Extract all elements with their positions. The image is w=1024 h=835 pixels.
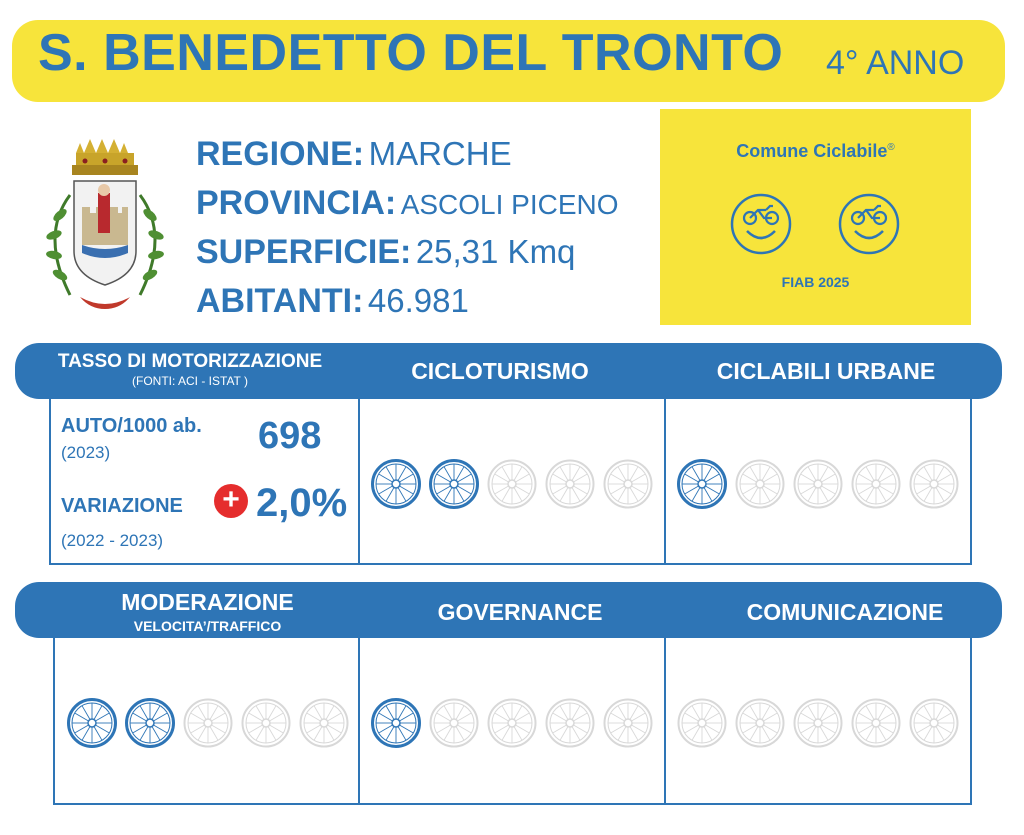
wheel-icon-inactive xyxy=(544,697,596,749)
wheel-icon-active xyxy=(676,458,728,510)
governance-title: GOVERNANCE xyxy=(437,599,603,625)
ciclabili-urbane-rating xyxy=(676,458,960,510)
auto-value: 698 xyxy=(258,415,322,457)
wheel-icon-active xyxy=(370,697,422,749)
provincia-value: ASCOLI PICENO xyxy=(400,189,619,220)
smiling-bicycle-icon xyxy=(838,193,900,255)
wheel-icon-inactive xyxy=(298,697,350,749)
abitanti-label: ABITANTI: xyxy=(196,282,364,320)
superficie-label: SUPERFICIE: xyxy=(196,233,412,271)
variazione-period: (2022 - 2023) xyxy=(61,531,164,550)
wheel-icon-inactive xyxy=(908,697,960,749)
abitanti-value: 46.981 xyxy=(367,282,469,319)
wheel-icon-active xyxy=(428,458,480,510)
comune-ciclabile-badge xyxy=(660,109,971,325)
wheel-icon-inactive xyxy=(792,697,844,749)
ciclabili-urbane-title: CICLABILI URBANE xyxy=(716,358,936,384)
cicloturismo-rating xyxy=(370,458,654,510)
wheel-icon-inactive xyxy=(182,697,234,749)
governance-rating xyxy=(370,697,654,749)
wheel-icon-inactive xyxy=(734,697,786,749)
wheel-icon-inactive xyxy=(602,697,654,749)
wheel-icon-inactive xyxy=(676,697,728,749)
abitanti-row xyxy=(196,284,469,318)
wheel-icon-inactive xyxy=(240,697,292,749)
auto-year: (2023) xyxy=(61,443,111,462)
moderazione-title: MODERAZIONE xyxy=(121,589,294,615)
wheel-icon-inactive xyxy=(734,458,786,510)
variazione-value: 2,0% xyxy=(256,481,348,525)
regione-value: MARCHE xyxy=(368,135,512,172)
badge-footer: FIAB 2025 xyxy=(781,274,850,290)
coat-of-arms-icon xyxy=(30,135,175,317)
wheel-icon-active xyxy=(66,697,118,749)
wheel-icon-inactive xyxy=(544,458,596,510)
auto-per-1000-label: AUTO/1000 ab. xyxy=(61,415,202,437)
plus-icon: + xyxy=(214,484,248,518)
provincia-label: PROVINCIA: xyxy=(196,184,397,222)
wheel-icon-inactive xyxy=(850,458,902,510)
comunicazione-rating xyxy=(676,697,960,749)
provincia-row xyxy=(196,186,619,220)
city-title: S. BENEDETTO DEL TRONTO xyxy=(38,24,784,82)
wheel-icon-inactive xyxy=(486,458,538,510)
motorizzazione-sources: (FONTI: ACI - ISTAT ) xyxy=(132,374,248,388)
badge-title xyxy=(660,141,971,162)
badge-title-text: Comune Ciclabile xyxy=(736,141,888,161)
wheel-icon-inactive xyxy=(908,458,960,510)
superficie-row xyxy=(196,235,575,269)
wheel-icon-active xyxy=(124,697,176,749)
moderazione-subtitle: VELOCITA’/TRAFFICO xyxy=(133,618,282,634)
superficie-value: 25,31 Kmq xyxy=(415,233,576,270)
smiling-bicycle-icon xyxy=(730,193,792,255)
regione-label: REGIONE: xyxy=(196,135,365,173)
moderazione-rating xyxy=(66,697,350,749)
cicloturismo-title: CICLOTURISMO xyxy=(411,358,589,384)
registered-mark: ® xyxy=(887,142,895,153)
comunicazione-title: COMUNICAZIONE xyxy=(746,599,944,625)
regione-row xyxy=(196,137,512,171)
wheel-icon-inactive xyxy=(792,458,844,510)
wheel-icon-inactive xyxy=(428,697,480,749)
edition-year: 4° ANNO xyxy=(826,44,965,82)
variazione-label: VARIAZIONE xyxy=(61,495,183,517)
motorizzazione-title: TASSO DI MOTORIZZAZIONE xyxy=(57,351,323,372)
wheel-icon-inactive xyxy=(602,458,654,510)
wheel-icon-inactive xyxy=(486,697,538,749)
wheel-icon-active xyxy=(370,458,422,510)
wheel-icon-inactive xyxy=(850,697,902,749)
